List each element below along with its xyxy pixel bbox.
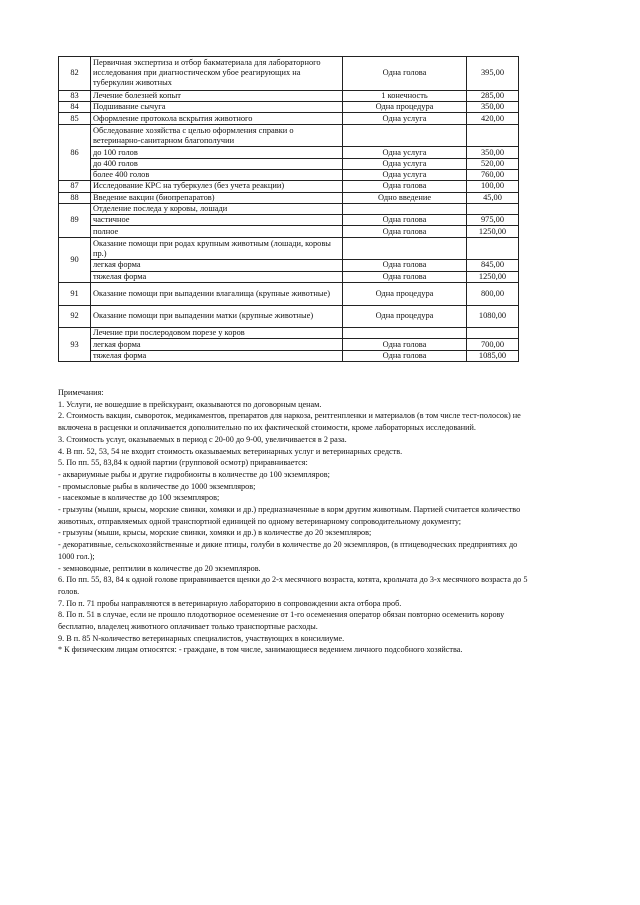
price-cell: 350,00 [467,102,519,113]
price-cell: 285,00 [467,90,519,101]
price-cell: 1250,00 [467,271,519,282]
row-number: 93 [59,328,91,362]
price-cell: 1250,00 [467,226,519,237]
subitem-name: частичное [91,215,343,226]
row-number: 90 [59,237,91,282]
unit-cell: Одна голова [343,226,467,237]
note-line: - насекомые в количестве до 100 экземпляров; [58,493,220,503]
unit-cell: Одна услуга [343,158,467,169]
row-number: 91 [59,282,91,305]
notes-heading: Примечания: [58,388,104,397]
note-line: - декоративные, сельскохозяйственные и дикие птицы, голуби в количестве до 20 экземпляров, (в птицеводческих предприятиях до 1000 гол.); [58,540,518,561]
note-line: - аквариумные рыбы и другие гидробионты в количестве до 100 экземпляров; [58,469,330,479]
row-number: 92 [59,305,91,328]
table-subrow [59,350,519,361]
unit-cell: Одна голова [343,57,467,91]
price-cell: 520,00 [467,158,519,169]
row-number: 83 [59,90,91,101]
price-cell: 760,00 [467,169,519,180]
unit-cell: Одна процедура [343,282,467,305]
unit-cell [343,328,467,339]
service-name: Оказание помощи при выпадении матки (крупные животные) [91,305,343,328]
table-row [59,192,519,203]
subitem-name: легкая форма [91,260,343,271]
table-row [59,124,519,147]
price-cell: 975,00 [467,215,519,226]
unit-cell: Одна голова [343,215,467,226]
unit-cell: Одна голова [343,339,467,350]
note-line: - промысловые рыбы в количестве до 1000 экземпляров; [58,481,256,491]
service-name: Обследование хозяйства с целью оформления справки о ветеринарно-санитарном благополучии [91,124,343,147]
notes-section [58,387,533,656]
price-cell: 350,00 [467,147,519,158]
note-line: 9. В п. 85 N-количество ветеринарных специалистов, участвующих в консилиуме. [58,633,345,643]
service-name: Лечение болезней копыт [91,90,343,101]
price-cell: 800,00 [467,282,519,305]
service-name: Лечение при послеродовом порезе у коров [91,328,343,339]
unit-cell: Одна голова [343,181,467,192]
unit-cell: Одна услуга [343,147,467,158]
row-number: 82 [59,57,91,91]
table-subrow [59,271,519,282]
unit-cell: Одна голова [343,271,467,282]
table-row [59,181,519,192]
table-row [59,113,519,124]
row-number: 87 [59,181,91,192]
subitem-name: полное [91,226,343,237]
note-line: 2. Стоимость вакцин, сывороток, медикаментов, препаратов для наркоза, рентгенпленки и материалов (в том числе тест-полосок) не включена в расценки и оплачивается дополнительно по их фактической стоимости, кроме лабораторных исследований. [58,411,521,433]
unit-cell: Одна услуга [343,113,467,124]
unit-cell [343,203,467,214]
table-row [59,328,519,339]
price-cell [467,124,519,147]
table-subrow [59,147,519,158]
price-cell: 1080,00 [467,305,519,328]
row-number: 84 [59,102,91,113]
price-cell [467,237,519,260]
subitem-name: до 400 голов [91,158,343,169]
price-cell: 845,00 [467,260,519,271]
table-row [59,90,519,101]
subitem-name: более 400 голов [91,169,343,180]
table-row [59,57,519,91]
service-name: Оказание помощи при родах крупным животным (лошади, коровы пр.) [91,237,343,260]
price-cell: 100,00 [467,181,519,192]
service-name: Введение вакцин (биопрепаратов) [91,192,343,203]
service-name: Подшивание сычуга [91,102,343,113]
note-line: 6. По пп. 55, 83, 84 к одной голове приравнивается щенки до 2-х месячного возраста, котята, крольчата до 3-х месячного возраста до 5 голов. [58,575,528,596]
unit-cell: Одна процедура [343,102,467,113]
row-number: 86 [59,124,91,180]
table-subrow [59,260,519,271]
note-line: 8. По п. 51 в случае, если не прошло плодотворное осеменение от 1-го осеменения оператор обязан повторно осеменить корову бесплатно, владелец животного оплачивает только транспортные расходы. [58,610,505,632]
table-subrow [59,226,519,237]
note-line: 5. По пп. 55, 83,84 к одной партии (групповой осмотр) приравнивается: [58,458,308,468]
subitem-name: легкая форма [91,339,343,350]
table-subrow [59,158,519,169]
subitem-name: до 100 голов [91,147,343,158]
service-name: Оказание помощи при выпадении влагалища (крупные животные) [91,282,343,305]
subitem-name: тяжелая форма [91,350,343,361]
unit-cell: Одна процедура [343,305,467,328]
unit-cell [343,124,467,147]
note-line: 4. В пп. 52, 53, 54 не входит стоимость оказываемых ветеринарных услуг и ветеринарных средств. [58,446,403,456]
table-subrow [59,339,519,350]
table-row [59,102,519,113]
service-name: Оформление протокола вскрытия животного [91,113,343,124]
table-subrow [59,169,519,180]
note-line: - грызуны (мыши, крысы, морские свинки, хомяки и др.) предназначенные в корм другим животным. Партией считается количество животных, отправляемых одной транспортной единицей по одному ветеринарному сопроводительному документу; [58,505,521,526]
note-line: 3. Стоимость услуг, оказываемых в период с 20-00 до 9-00, увеличивается в 2 раза. [58,434,347,444]
table-subrow [59,215,519,226]
note-line: - земноводные, рептилии в количестве до 20 экземпляров. [58,563,261,573]
unit-cell: Одно введение [343,192,467,203]
price-cell: 420,00 [467,113,519,124]
note-line: * К физическим лицам относятся: - граждане, в том числе, занимающиеся ведением личного подсобного хозяйства. [58,645,463,655]
service-name: Отделение последа у коровы, лошади [91,203,343,214]
service-name: Первичная экспертиза и отбор бакматериала для лабораторного исследования при диагностическом убое реагирующих на туберкулин животных [91,57,343,91]
table-row [59,203,519,214]
table-row [59,305,519,328]
unit-cell [343,237,467,260]
unit-cell: Одна голова [343,350,467,361]
unit-cell: Одна услуга [343,169,467,180]
row-number: 85 [59,113,91,124]
unit-cell: 1 конечность [343,90,467,101]
subitem-name: тяжелая форма [91,271,343,282]
note-line: 1. Услуги, не вошедшие в прейскурант, оказываются по договорным ценам. [58,399,322,409]
price-cell: 1085,00 [467,350,519,361]
row-number: 89 [59,203,91,237]
service-name: Исследование КРС на туберкулез (без учета реакции) [91,181,343,192]
unit-cell: Одна голова [343,260,467,271]
table-row [59,237,519,260]
note-line: 7. По п. 71 пробы направляются в ветеринарную лабораторию в сопровождении акта отбора проб. [58,598,402,608]
table-row [59,282,519,305]
price-cell [467,328,519,339]
price-cell: 395,00 [467,57,519,91]
row-number: 88 [59,192,91,203]
note-line: - грызуны (мыши, крысы, морские свинки, хомяки и др.) в количестве до 20 экземпляров; [58,528,372,538]
price-cell: 45,00 [467,192,519,203]
price-cell: 700,00 [467,339,519,350]
price-cell [467,203,519,214]
price-table [58,56,519,362]
